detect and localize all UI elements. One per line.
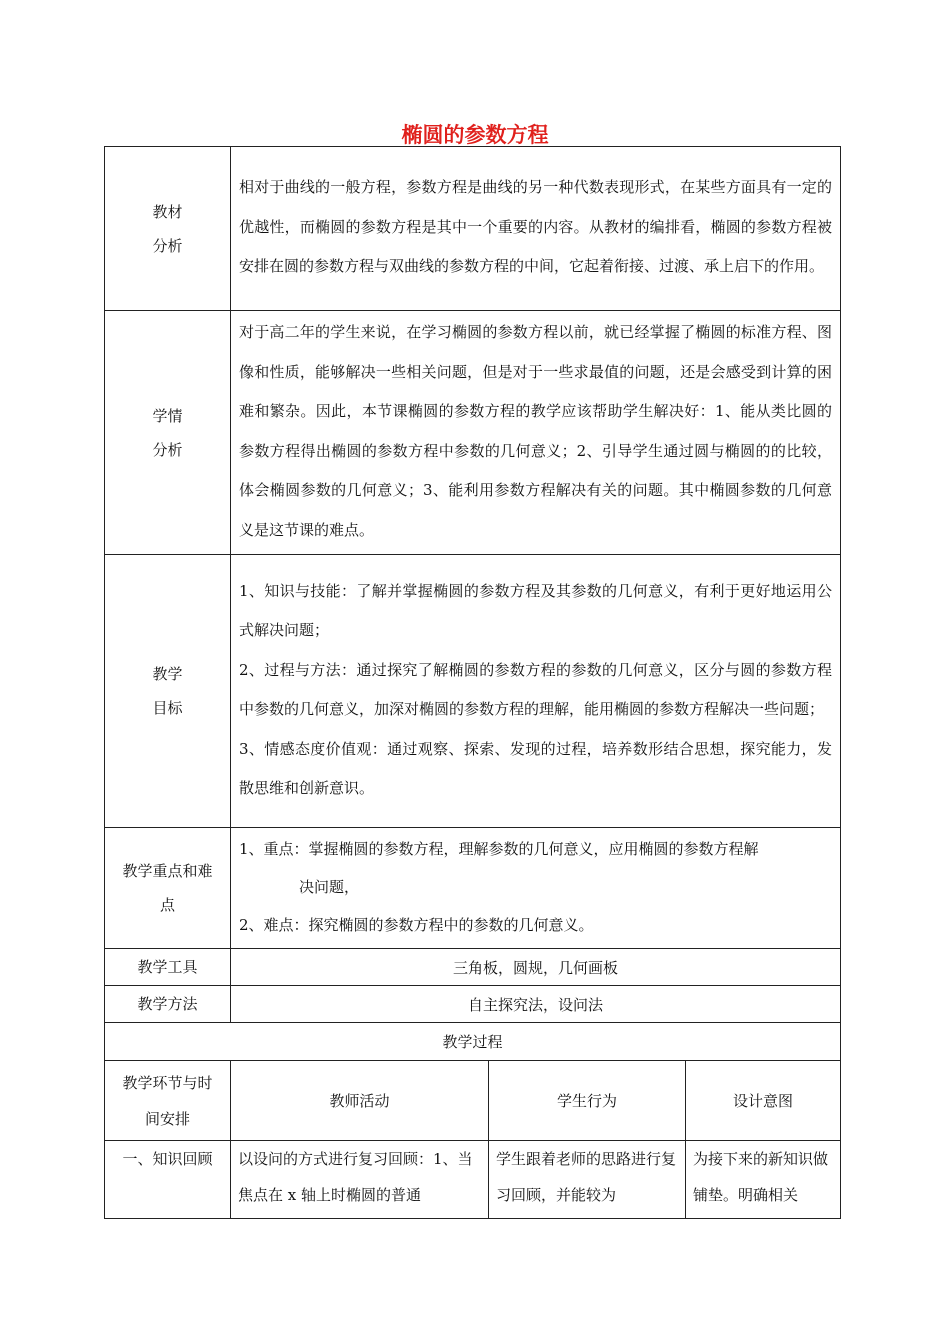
row-teaching-process [105,1023,841,1061]
row-teaching-methods [105,986,841,1023]
label-line: 分析 [152,440,183,459]
row-teaching-tools [105,949,841,986]
row-process-header [105,1061,841,1141]
row-student-analysis [105,311,841,555]
label-teaching-goals [105,555,231,828]
key-point-item-continued: 决问题， [299,878,360,896]
header-line: 间安排 [144,1109,190,1128]
header-student-behavior: 学生行为 [489,1061,686,1141]
label-material-analysis [105,147,231,311]
label-line: 目标 [152,699,183,717]
student-analysis-text: 对于高二年的学生来说，在学习椭圆的参数方程以前，就已经掌握了椭圆的标准方程、图像和性质，能够解决一些相关问题，但是对于一些求最值的问题，还是会感受到计算的困难和繁杂。因此，本节课椭圆的参数方程的教学应该帮助学生解决好：1、能从类比圆的参数方程得出椭圆的参数方程中参数的几何意义；2、引导学生通过圆与椭圆的的比较，体会椭圆参数的几何意义；3、能利用参数方程解决有关的问题。其中椭圆参数的几何意义是这节课的难点。 [231,311,841,555]
label-student-analysis [105,311,231,555]
row-step-knowledge-review [105,1141,841,1219]
step-stage-label: 一、知识回顾 [105,1141,231,1219]
header-line: 教学环节与时 [122,1073,213,1092]
row-key-points [105,828,841,949]
lesson-plan-table [104,146,841,1219]
header-teacher-activity: 教师活动 [231,1061,489,1141]
teaching-methods-value: 自主探究法，设问法 [231,986,841,1023]
step-student-behavior: 学生跟着老师的思路进行复习回顾，并能较为 [489,1141,686,1219]
row-material-analysis [105,147,841,311]
label-key-points [105,828,231,949]
page-title: 椭圆的参数方程 [401,123,549,147]
key-point-item: 1、重点：掌握椭圆的参数方程，理解参数的几何意义，应用椭圆的参数方程解 [239,840,759,858]
goal-item: 1、知识与技能：了解并掌握椭圆的参数方程及其参数的几何意义，有利于更好地运用公式解决问题； [239,581,832,639]
teaching-tools-value: 三角板，圆规，几何画板 [231,949,841,986]
row-teaching-goals [105,555,841,828]
step-design-intent: 为接下来的新知识做铺垫。明确相关 [686,1141,841,1219]
difficulty-item: 2、难点：探究椭圆的参数方程中的参数的几何意义。 [239,916,594,934]
key-points-list [231,828,841,949]
label-line: 分析 [152,236,183,255]
teaching-process-heading: 教学过程 [105,1023,841,1061]
label-teaching-tools: 教学工具 [105,949,231,986]
material-analysis-text: 相对于曲线的一般方程，参数方程是曲线的另一种代数表现形式，在某些方面具有一定的优越性，而椭圆的参数方程是其中一个重要的内容。从教材的编排看，椭圆的参数方程被安排在圆的参数方程与双曲线的参数方程的中间，它起着衔接、过渡、承上启下的作用。 [231,147,841,311]
label-line: 点 [159,896,175,914]
header-stage-time [105,1061,231,1141]
label-line: 教学 [152,665,183,683]
header-design-intent: 设计意图 [686,1061,841,1141]
teaching-goals-list [231,555,841,828]
label-line: 学情 [152,406,183,425]
step-teacher-activity: 以设问的方式进行复习回顾：1、当焦点在 x 轴上时椭圆的普通 [231,1141,489,1219]
goal-item: 3、情感态度价值观：通过观察、探索、发现的过程，培养数形结合思想，探究能力，发散思维和创新意识。 [239,739,832,797]
goal-item: 2、过程与方法：通过探究了解椭圆的参数方程的参数的几何意义，区分与圆的参数方程中参数的几何意义，加深对椭圆的参数方程的理解，能用椭圆的参数方程解决一些问题； [239,660,832,718]
label-line: 教学重点和难 [122,862,213,880]
label-teaching-methods: 教学方法 [105,986,231,1023]
label-line: 教材 [152,202,183,221]
